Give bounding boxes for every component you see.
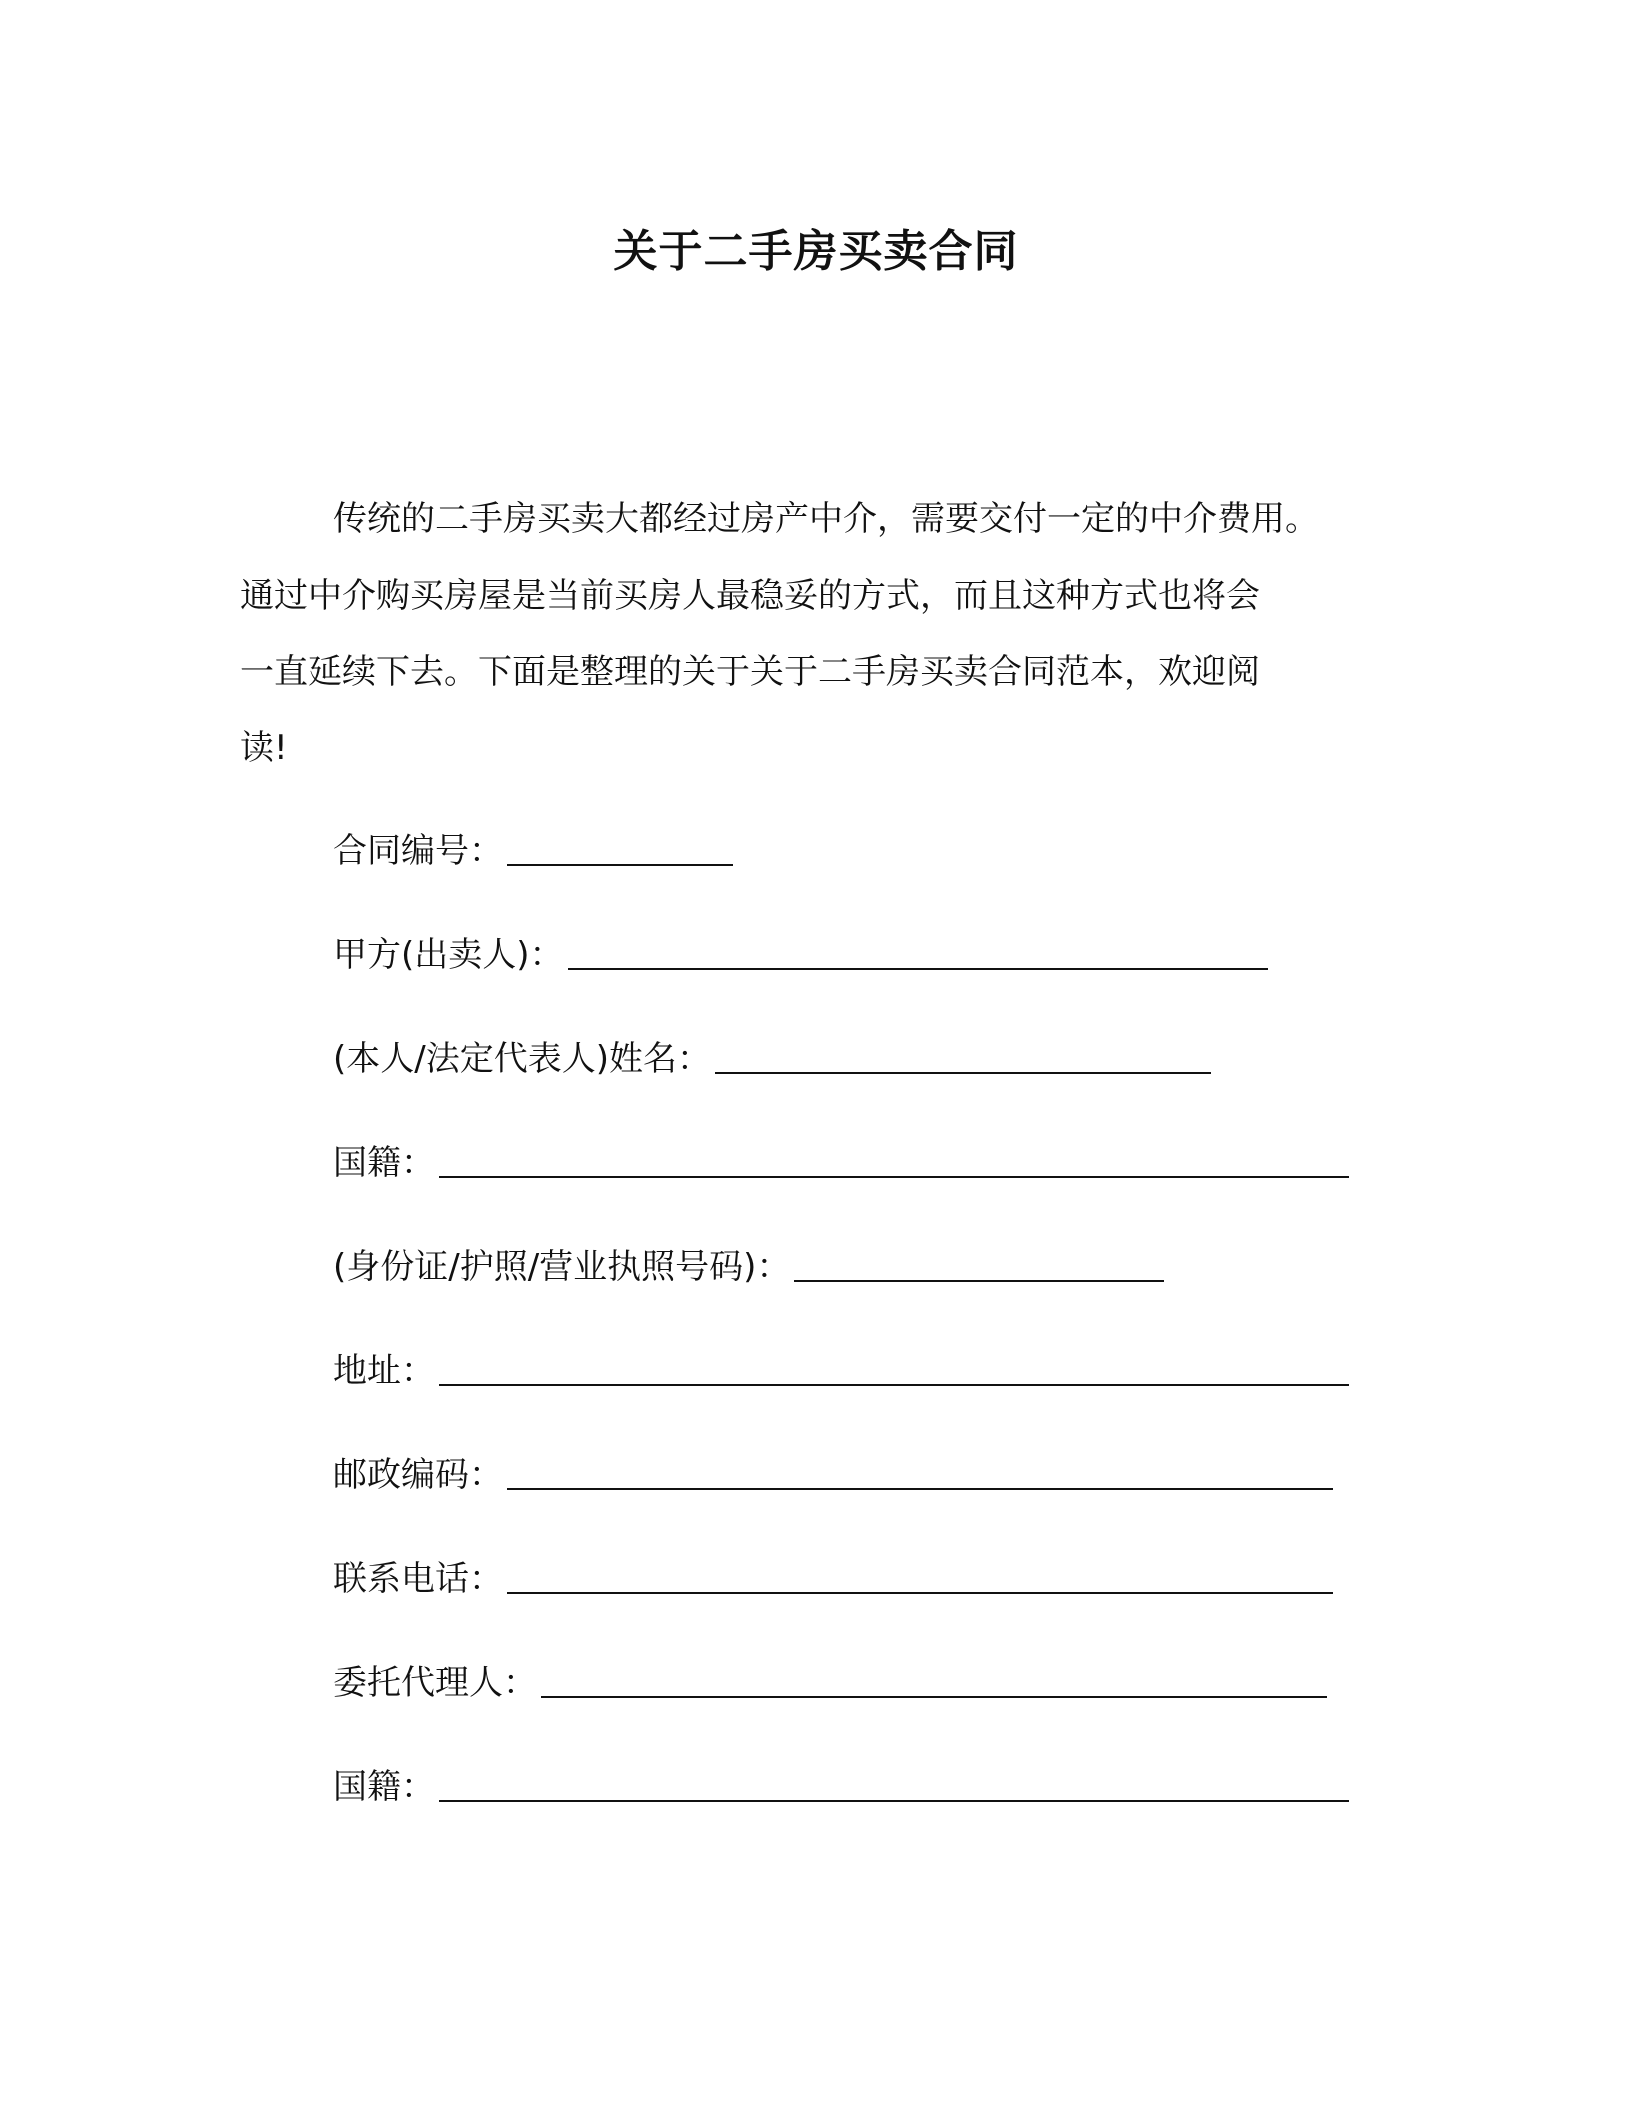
phone-blank[interactable] [507, 1592, 1333, 1594]
id-number-blank[interactable] [794, 1280, 1164, 1282]
agent-blank[interactable] [541, 1696, 1327, 1698]
field-label: 国籍： [333, 1767, 435, 1807]
page-title: 关于二手房买卖合同 [613, 226, 1019, 277]
nationality-agent-blank[interactable] [439, 1800, 1349, 1802]
postal-code-blank[interactable] [507, 1488, 1333, 1490]
field-nationality [333, 1138, 1349, 1188]
intro-paragraph-line: 读! [240, 728, 288, 768]
address-blank[interactable] [439, 1384, 1349, 1386]
intro-paragraph-line: 通过中介购买房屋是当前买房人最稳妥的方式，而且这种方式也将会 [240, 576, 1260, 616]
field-id-number [333, 1242, 1164, 1292]
contract-number-blank[interactable] [507, 864, 733, 866]
representative-name-blank[interactable] [715, 1072, 1211, 1074]
field-label: 地址： [333, 1351, 435, 1391]
field-address [333, 1346, 1349, 1396]
party-a-seller-blank[interactable] [568, 968, 1268, 970]
field-agent [333, 1658, 1327, 1708]
field-label: (本人/法定代表人)姓名： [333, 1039, 711, 1079]
field-label: (身份证/护照/营业执照号码)： [333, 1247, 791, 1287]
field-label: 委托代理人： [333, 1663, 537, 1703]
field-label: 联系电话： [333, 1559, 503, 1599]
nationality-blank[interactable] [439, 1176, 1349, 1178]
intro-paragraph-line: 传统的二手房买卖大都经过房产中介，需要交付一定的中介费用。 [333, 499, 1319, 539]
field-representative-name [333, 1034, 1211, 1084]
field-label: 甲方(出卖人)： [333, 935, 564, 975]
field-party-a-seller [333, 930, 1268, 980]
field-contract-number [333, 826, 733, 876]
field-label: 合同编号： [333, 831, 503, 871]
field-nationality-agent [333, 1762, 1349, 1812]
field-label: 邮政编码： [333, 1455, 503, 1495]
intro-paragraph-line: 一直延续下去。下面是整理的关于关于二手房买卖合同范本，欢迎阅 [240, 652, 1260, 692]
field-label: 国籍： [333, 1143, 435, 1183]
field-phone [333, 1554, 1333, 1604]
field-postal-code [333, 1450, 1333, 1500]
